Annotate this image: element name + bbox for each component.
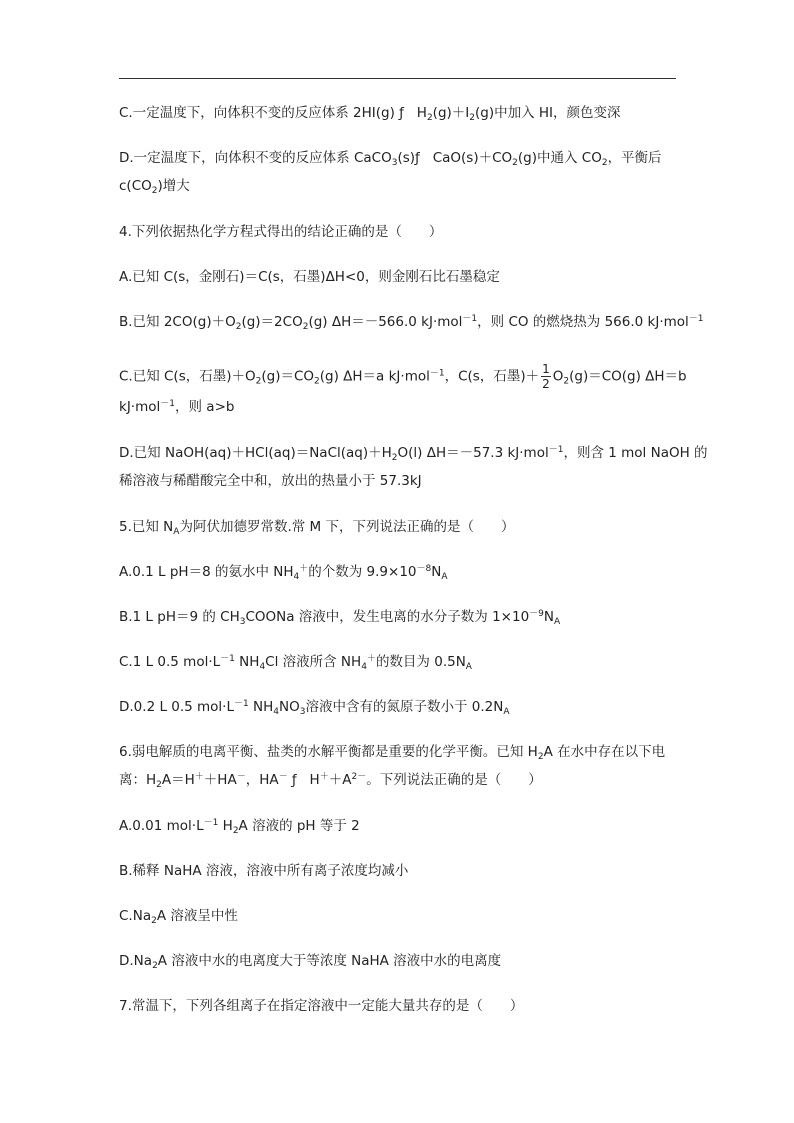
- q4-option-d-line2: 稀溶液与稀醋酸完全中和，放出的热量小于 57.3kJ: [119, 473, 422, 489]
- q4-option-c-line2: kJ·mol$^{-1}$，则 a>b: [119, 399, 235, 415]
- q6-stem-line2: 离：$H_2A=H^++HA^-$，HA－ ƒ $H^++A^{2-}$。下列说法正确的是（ ）: [119, 772, 542, 790]
- q5-option-c: C.1 L 0.5 $mol\cdot L^{-1}$ $NH_4Cl$ 溶液所含 $NH_4^+$的数目为 $0.5N_A$: [119, 654, 472, 672]
- q4-option-a: A.已知 C(s，金刚石)＝C(s，石墨)ΔH<0，则金刚石比石墨稳定: [119, 269, 500, 285]
- q7-stem: 7.常温下，下列各组离子在指定溶液中一定能大量共存的是（ ）: [119, 998, 524, 1014]
- q4-option-b: B.已知 $2CO(g)+O_2(g)=2CO_2(g)$ ΔH＝－566.0 kJ·mol$^{-1}$，则 CO 的燃烧热为 566.0 kJ·mol$^{-1}$: [119, 314, 704, 332]
- q3-option-d: D.一定温度下，向体积不变的反应体系 CaCO$_3$(s)ƒ $CaO(s)+CO_2(g)$中通入 $CO_2$，平衡后: [119, 150, 662, 168]
- q3-option-c: C.一定温度下，向体积不变的反应体系 2HI(g) ƒ $H_2(g)+I_2(g)$中加入 HI，颜色变深: [119, 105, 621, 123]
- q5-option-b: B.1 L pH＝9 的 $CH_3COONa$ 溶液中，发生电离的水分子数为 $1\times 10^{-9}N_A$: [119, 609, 561, 627]
- q5-option-a: A.0.1 L pH＝8 的氨水中 $NH_4^+$的个数为 $9.9\times 10^{-8}N_A$: [119, 564, 448, 582]
- q6-option-a: A.0.01 $mol\cdot L^{-1}$ $H_2A$ 溶液的 pH 等于 2: [119, 818, 360, 836]
- q6-option-b: B.稀释 NaHA 溶液，溶液中所有离子浓度均减小: [119, 863, 409, 879]
- header-rule: [119, 78, 676, 79]
- q5-option-d: D.0.2 L 0.5 $mol\cdot L^{-1}$ $NH_4NO_3$溶液中含有的氮原子数小于 $0.2N_A$: [119, 699, 510, 717]
- q4-stem: 4.下列依据热化学方程式得出的结论正确的是（ ）: [119, 224, 443, 240]
- q4-option-c: C.已知 C(s，石墨)$+O_2(g)=CO_2(g)$ ΔH＝a kJ·mol$^{-1}$，C(s，石墨)＋ $\frac{1}{2}$ $O_2(g)=CO(g)$ ΔH＝b: [119, 362, 687, 391]
- q3-option-d-line2: $c(CO_2)$增大: [119, 178, 190, 196]
- q4-option-d: D.已知 $NaOH(aq)+HCl(aq)=NaCl(aq)+H_2O(l)$ ΔH＝－57.3 kJ·mol$^{-1}$，则含 1 mol NaOH 的: [119, 445, 708, 463]
- fraction-one-half: $\frac{1}{2}$: [542, 362, 550, 391]
- q6-option-c: $C.Na_2A$ 溶液呈中性: [119, 908, 238, 926]
- q5-stem: 5.已知 $N_A$为阿伏加德罗常数.常 M 下，下列说法正确的是（ ）: [119, 519, 515, 537]
- q6-option-d: $D.Na_2A$ 溶液中水的电离度大于等浓度 NaHA 溶液中水的电离度: [119, 953, 502, 971]
- q6-stem: 6.弱电解质的电离平衡、盐类的水解平衡都是重要的化学平衡。已知 $H_2A$ 在水中存在以下电: [119, 744, 666, 762]
